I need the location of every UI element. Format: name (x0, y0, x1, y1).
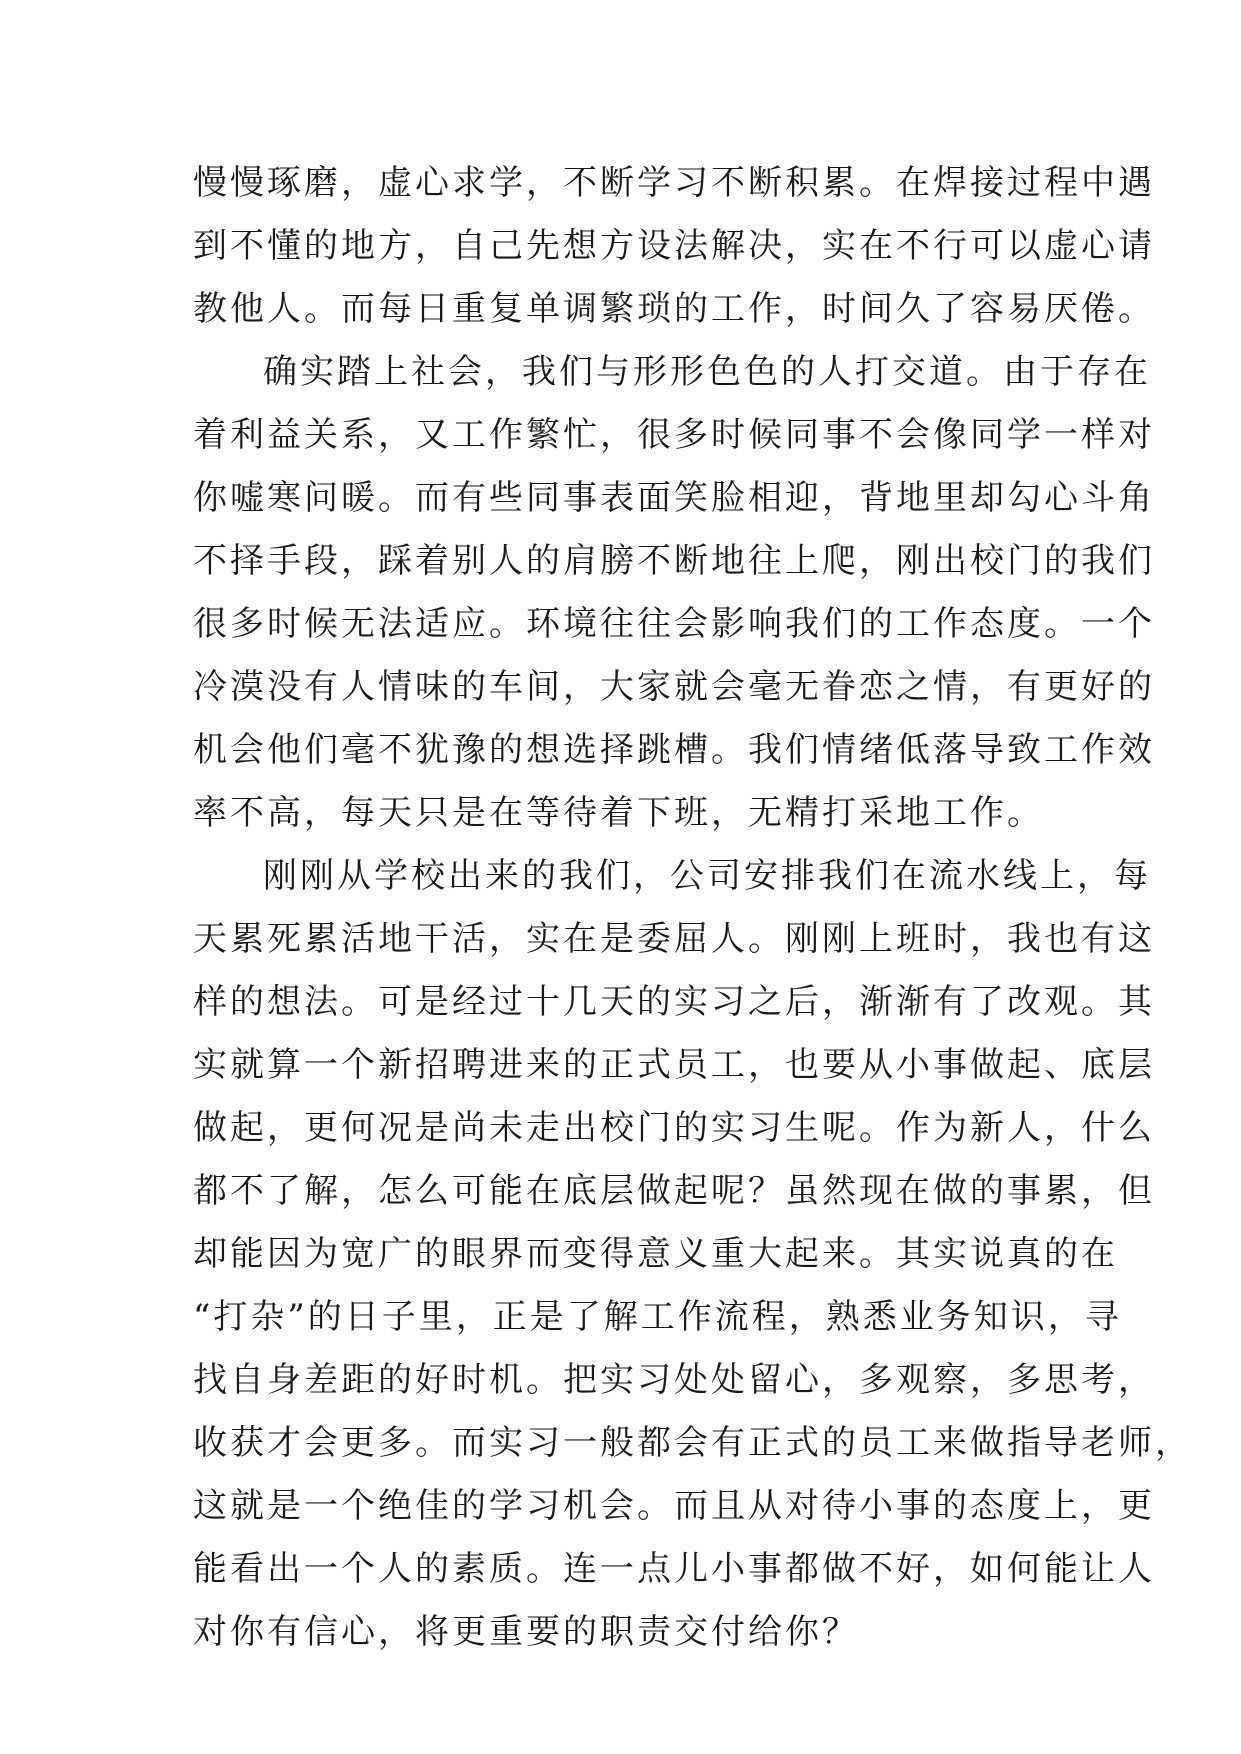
text-line: 样的想法。可是经过十几天的实习之后，渐渐有了改观。其 (193, 982, 1155, 1022)
text-line: 找自身差距的好时机。把实习处处留心，多观察，多思考， (193, 1360, 1155, 1400)
text-line: 都不了解，怎么可能在底层做起呢？虽然现在做的事累，但 (193, 1171, 1155, 1211)
paragraph-first-line: 刚刚从学校出来的我们，公司安排我们在流水线上，每 (263, 856, 1151, 896)
text-line: 却能因为宽广的眼界而变得意义重大起来。其实说真的在 (193, 1234, 1118, 1274)
text-line: 很多时候无法适应。环境往往会影响我们的工作态度。一个 (193, 604, 1155, 644)
text-line: 做起，更何况是尚未走出校门的实习生呢。作为新人，什么 (193, 1108, 1155, 1148)
text-line: 冷漠没有人情味的车间，大家就会毫无眷恋之情，有更好的 (193, 667, 1155, 707)
text-line: 对你有信心，将更重要的职责交付给你？ (193, 1612, 859, 1652)
text-line: 机会他们毫不犹豫的想选择跳槽。我们情绪低落导致工作效 (193, 730, 1155, 770)
text-line: 教他人。而每日重复单调繁琐的工作，时间久了容易厌倦。 (193, 289, 1155, 329)
text-line: “打杂”的日子里，正是了解工作流程，熟悉业务知识，寻 (193, 1297, 1122, 1337)
text-line: 天累死累活地干活，实在是委屈人。刚刚上班时，我也有这 (193, 919, 1155, 959)
text-line: 收获才会更多。而实习一般都会有正式的员工来做指导老师， (193, 1423, 1192, 1463)
text-line: 率不高，每天只是在等待着下班，无精打采地工作。 (193, 793, 1044, 833)
text-line: 不择手段，踩着别人的肩膀不断地往上爬，刚出校门的我们 (193, 541, 1155, 581)
text-line: 着利益关系，又工作繁忙，很多时候同事不会像同学一样对 (193, 415, 1155, 455)
body-text (193, 152, 1192, 1664)
text-line: 能看出一个人的素质。连一点儿小事都做不好，如何能让人 (193, 1549, 1155, 1589)
text-line: 你嘘寒问暖。而有些同事表面笑脸相迎，背地里却勾心斗角 (193, 478, 1155, 518)
paragraph-first-line: 确实踏上社会，我们与形形色色的人打交道。由于存在 (263, 352, 1151, 392)
text-line: 这就是一个绝佳的学习机会。而且从对待小事的态度上，更 (193, 1486, 1155, 1526)
text-line: 慢慢琢磨，虚心求学，不断学习不断积累。在焊接过程中遇 (193, 163, 1155, 203)
text-line: 到不懂的地方，自己先想方设法解决，实在不行可以虚心请 (193, 226, 1155, 266)
text-line: 实就算一个新招聘进来的正式员工，也要从小事做起、底层 (193, 1045, 1155, 1085)
